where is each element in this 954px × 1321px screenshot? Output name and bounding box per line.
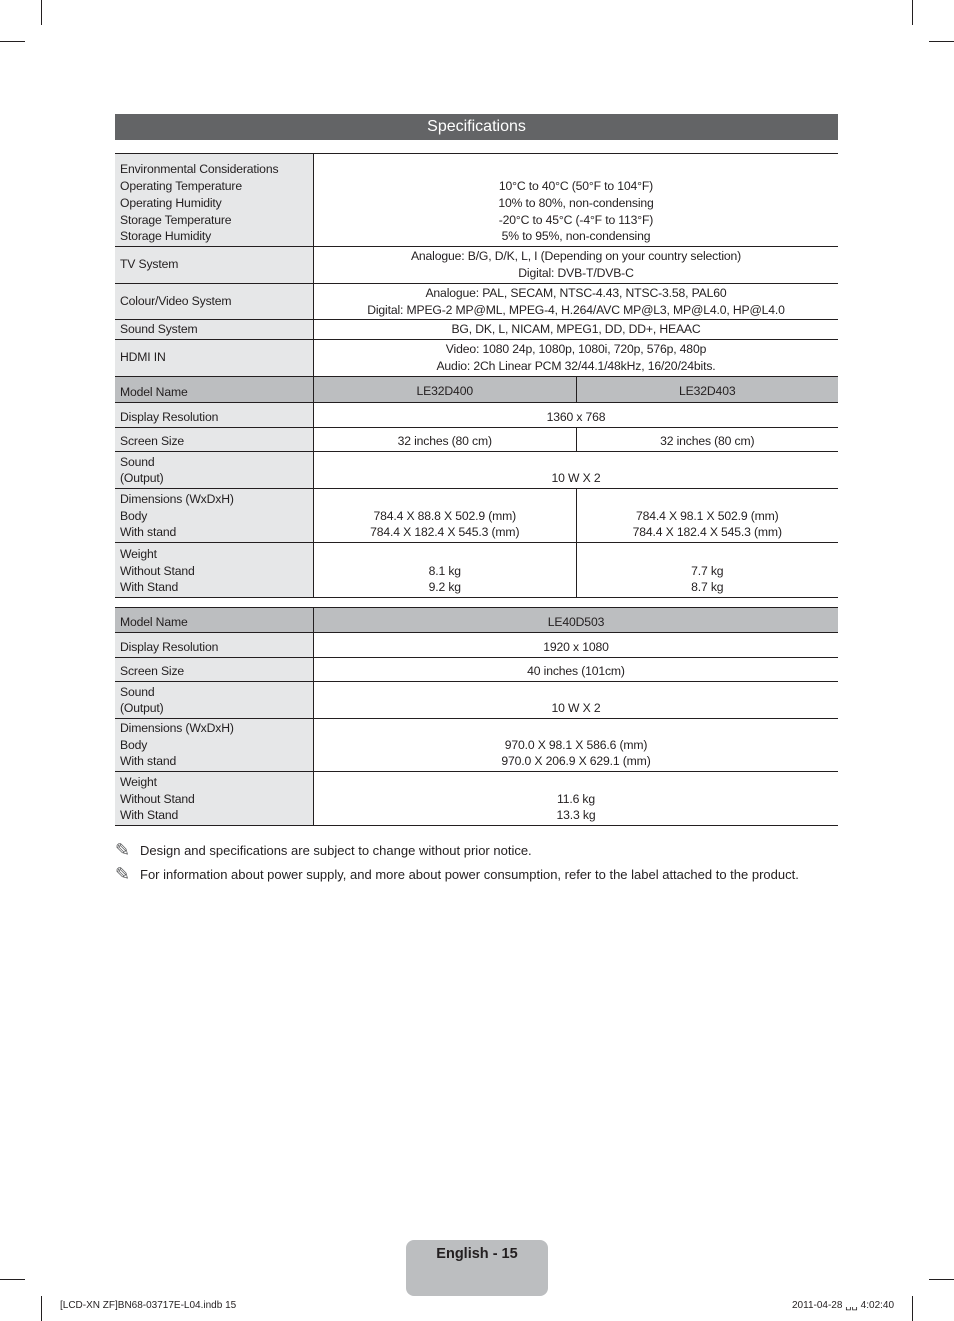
spec-label: Screen Size	[115, 428, 314, 452]
model-pair-cell	[314, 428, 839, 452]
table-row	[115, 633, 838, 658]
table-row	[314, 543, 838, 597]
value-line: 9.2 kg	[428, 580, 461, 595]
table-row	[115, 247, 838, 284]
value-line: 7.7 kg	[691, 563, 724, 578]
crop-mark	[912, 1296, 913, 1321]
spec-label	[115, 772, 314, 826]
spec-label: Display Resolution	[115, 403, 314, 428]
crop-mark	[912, 0, 913, 25]
table-row	[314, 428, 838, 451]
spec-value: 40 inches (101cm)	[314, 658, 839, 682]
footer-file-info: [LCD-XN ZF]BN68-03717E-L04.indb 15	[60, 1300, 237, 1311]
value-line: Video: 1080 24p, 1080p, 1080i, 720p, 576p, 480p	[445, 342, 707, 357]
notes	[115, 838, 838, 886]
label-line: Storage Temperature	[120, 212, 232, 227]
value-line: 10% to 80%, non-condensing	[498, 195, 654, 210]
label-line: Body	[120, 508, 148, 523]
value-line: 970.0 X 98.1 X 586.6 (mm)	[504, 737, 648, 752]
table-row	[115, 543, 838, 598]
crop-mark	[0, 41, 25, 42]
label-line: Dimensions (WxDxH)	[120, 720, 234, 735]
table-row	[115, 452, 838, 489]
table-row	[115, 154, 838, 247]
label-line: Without Stand	[120, 791, 195, 806]
note-item	[115, 862, 838, 886]
value-line: 784.4 X 98.1 X 502.9 (mm)	[635, 508, 779, 523]
label-line: Without Stand	[120, 563, 195, 578]
note-text: Design and specifications are subject to change without prior notice.	[140, 842, 532, 858]
table-row	[115, 320, 838, 340]
table-row	[115, 682, 838, 719]
table-row	[115, 428, 838, 452]
pencil-note-icon: ✎	[115, 864, 131, 884]
value-line: Digital: DVB-T/DVB-C	[518, 266, 634, 280]
spec-label	[115, 284, 314, 320]
label-line: Sound System	[120, 321, 198, 336]
spec-value	[314, 772, 839, 826]
spec-value	[314, 340, 839, 377]
label-line: With Stand	[120, 808, 179, 823]
model-pair-cell	[314, 543, 839, 598]
model-pair-cell	[314, 489, 839, 543]
value-line: Digital: MPEG-2 MP@ML, MPEG-4, H.264/AVC MP@L3, MP@L4.0, HP@L4.0	[367, 302, 785, 317]
model-pair	[314, 377, 838, 402]
label-line: (Output)	[120, 471, 164, 486]
spec-value: 32 inches (80 cm)	[660, 434, 755, 449]
value-line: 784.4 X 182.4 X 545.3 (mm)	[370, 525, 520, 540]
label-line: TV System	[120, 257, 179, 272]
spec-label	[115, 719, 314, 772]
table-row	[115, 772, 838, 826]
spec-label	[115, 452, 314, 489]
crop-mark	[41, 0, 42, 25]
general-specs-table	[115, 153, 838, 598]
page-number-tab	[406, 1240, 548, 1296]
label-line: With stand	[120, 525, 177, 540]
label-line: Colour/Video System	[120, 293, 232, 308]
value-line: -20°C to 45°C (-4°F to 113°F)	[498, 212, 654, 227]
spec-value	[576, 489, 838, 542]
model-pair-cell	[314, 377, 839, 403]
value-line: 8.7 kg	[691, 580, 724, 595]
model-name-label: Model Name	[115, 608, 314, 633]
table-row	[314, 377, 838, 402]
model-table-2	[115, 607, 838, 826]
model-name: LE40D503	[314, 608, 839, 633]
table-row	[115, 608, 838, 633]
table-row	[115, 377, 838, 403]
crop-mark	[0, 1279, 25, 1280]
footer-timestamp: 2011-04-28 ␣␣ 4:02:40	[792, 1300, 895, 1311]
label-line: Operating Humidity	[120, 195, 222, 210]
spec-label	[115, 682, 314, 719]
spec-label	[115, 543, 314, 598]
label-line: (Output)	[120, 701, 164, 716]
model-name-label: Model Name	[115, 377, 314, 403]
table-row	[115, 719, 838, 772]
spec-value	[314, 320, 839, 340]
table-row	[115, 403, 838, 428]
spec-value: 1360 x 768	[314, 403, 839, 428]
value-line: 5% to 95%, non-condensing	[501, 229, 651, 244]
spec-value: 32 inches (80 cm)	[314, 428, 576, 451]
value-line: 970.0 X 206.9 X 629.1 (mm)	[501, 754, 651, 769]
spec-value	[314, 489, 576, 542]
model-name: LE32D400	[314, 377, 576, 402]
spec-value	[314, 543, 576, 597]
label-line: Weight	[120, 546, 157, 561]
value-line: 784.4 X 182.4 X 545.3 (mm)	[632, 525, 782, 540]
value-line: Analogue: PAL, SECAM, NTSC-4.43, NTSC-3.58, PAL60	[425, 285, 727, 300]
label-line: Operating Temperature	[120, 179, 242, 194]
pencil-note-icon: ✎	[115, 840, 131, 860]
table-row	[115, 489, 838, 543]
value-line: 13.3 kg	[556, 808, 596, 823]
label-line: Sound	[120, 454, 155, 469]
value-line: Analogue: B/G, D/K, L, I (Depending on your country selection)	[410, 249, 742, 264]
spec-label	[115, 320, 314, 340]
spec-label: Display Resolution	[115, 633, 314, 658]
label-line: With stand	[120, 754, 177, 769]
table-row	[115, 658, 838, 682]
spec-label	[115, 340, 314, 377]
note-item	[115, 838, 838, 862]
label-line: Environmental Considerations	[120, 162, 279, 177]
table-row	[115, 340, 838, 377]
spec-label	[115, 489, 314, 543]
table-row	[115, 284, 838, 320]
model-pair	[314, 543, 838, 597]
model-pair	[314, 428, 838, 451]
spec-value	[576, 543, 838, 597]
spec-label	[115, 154, 314, 247]
spec-value: 10 W X 2	[314, 682, 839, 719]
crop-mark	[41, 1296, 42, 1321]
spec-value	[314, 247, 839, 284]
label-line: Dimensions (WxDxH)	[120, 491, 234, 506]
section-title: Specifications	[427, 118, 526, 135]
label-line: Weight	[120, 774, 157, 789]
page-number: English - 15	[436, 1246, 518, 1262]
label-line: Body	[120, 737, 148, 752]
label-line: Sound	[120, 684, 155, 699]
spec-value: 10 W X 2	[314, 452, 839, 489]
spec-label: Screen Size	[115, 658, 314, 682]
value-line: BG, DK, L, NICAM, MPEG1, DD, DD+, HEAAC	[451, 322, 701, 337]
model-name: LE32D403	[576, 377, 838, 402]
model-pair	[314, 489, 838, 542]
section-title-bar	[115, 114, 838, 140]
note-text: For information about power supply, and more about power consumption, refer to the label attached to the product.	[140, 866, 799, 882]
value-line: 8.1 kg	[428, 563, 461, 578]
spec-value	[314, 284, 839, 320]
label-line: Storage Humidity	[120, 229, 212, 244]
spec-label	[115, 247, 314, 284]
spec-value	[314, 154, 839, 247]
table-row	[314, 489, 838, 542]
value-line: Audio: 2Ch Linear PCM 32/44.1/48kHz, 16/20/24bits.	[436, 359, 716, 373]
spec-value: 1920 x 1080	[314, 633, 839, 658]
crop-mark	[929, 1279, 954, 1280]
crop-mark	[929, 41, 954, 42]
spec-value	[314, 719, 839, 772]
value-line: 10°C to 40°C (50°F to 104°F)	[498, 179, 654, 194]
value-line: 11.6 kg	[556, 791, 596, 806]
value-line: 784.4 X 88.8 X 502.9 (mm)	[373, 508, 517, 523]
label-line: With Stand	[120, 580, 179, 595]
label-line: HDMI IN	[120, 350, 166, 365]
